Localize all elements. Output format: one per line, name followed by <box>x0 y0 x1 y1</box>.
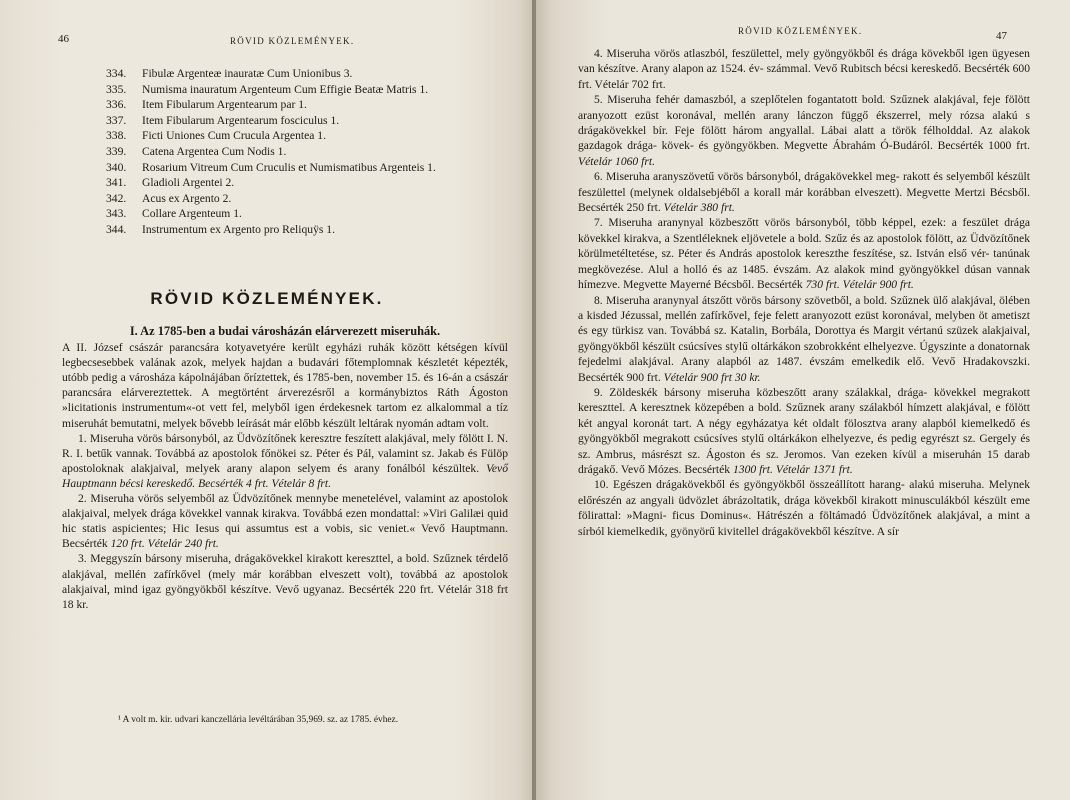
item-paragraph-5: 5. Miseruha fehér damaszból, a szeplőtelen fogantatott bold. Szűznek alakjával, feje fölött aranyozott ezüst koronával, mellén arany lánczon függő ékszerrel, mely rózsa alakú s drágakövekkel bír. Feje fölött három angyallal. Lábai alatt a török félholddal. Az alakok gazdagok drága- kövek- és gyöngyökben. Megvette Ábrahám Ó-Budáról. Becsérték 1000 frt. Vételár 1060 frt. <box>578 93 1031 168</box>
item-paragraph-1: 1. Miseruha vörös bársonyból, az Üdvözítőnek keresztre feszített alakjával, mely fölött I. N. R. I. betűk vannak. Továbbá az apostolok főnökei sz. Péter és Pál, valamint sz. Jakab és Fülöp apostoloknak alakjaival, melyek arany alapon selyem és arany fonálból készültek. Vevő Hauptmann bécsi kereskedő. Becsérték 4 frt. Vételár 8 frt. <box>62 431 509 490</box>
right-body <box>578 46 1030 539</box>
list-item: 342. Acus ex Argento 2. <box>106 191 232 205</box>
left-page <box>0 0 534 800</box>
list-item: 335. Numisma inauratum Argenteum Cum Effigie Beatæ Matris 1. <box>106 82 429 96</box>
left-body <box>62 324 508 612</box>
item-paragraph-8: 8. Miseruha aranynyal átszőtt vörös bársony szövetből, a bold. Szűznek ülő alakjával, ölében a kisded Jézussal, mellén zafírkővel, feje felett aranyozott ezüst koronával, melyben öt ametiszt és egy türkisz van. Továbbá sz. Katalin, Borbála, Dorottya és Margit vértanú szüzek alakjaival, gyöngyökből készült csúcsíves stylű oltárkákon szobrokként elhelyezve. Úgyszinte a donatornak fejedelmi alakjával. Arany alapból az 1487. évszám emelkedik elő. Vevő Hradakovszki. Becsérték 900 frt. Vételár 900 frt 30 kr. <box>578 293 1031 384</box>
footnote: ¹ A volt m. kir. udvari kanczellária levéltárában 35,969. sz. az 1785. évhez. <box>118 715 399 725</box>
list-item: 337. Item Fibularum Argentearum fosciculus 1. <box>106 113 340 127</box>
page-number: 46 <box>58 33 69 45</box>
right-page <box>536 0 1070 800</box>
list-item: 344. Instrumentum ex Argento pro Reliquÿs 1. <box>106 222 335 236</box>
section-title: RÖVID KÖZLEMÉNYEK. <box>150 289 384 308</box>
page-number: 47 <box>996 30 1007 42</box>
article-title: I. Az 1785-ben a budai városházán elárverezett miseruhák. <box>129 324 441 338</box>
running-header: RÖVID KÖZLEMÉNYEK. <box>738 26 863 36</box>
running-header: RÖVID KÖZLEMÉNYEK. <box>230 36 355 46</box>
list-item: 336. Item Fibularum Argentearum par 1. <box>106 98 307 112</box>
list-item: 343. Collare Argenteum 1. <box>106 207 242 221</box>
list-item: 339. Catena Argentea Cum Nodis 1. <box>106 144 287 158</box>
item-paragraph-7: 7. Miseruha aranynyal közbeszőtt vörös bársonyból, több képpel, ezek: a feszület drága kövekkel kirakva, a Szentléleknek eljövetele a bold. Szűz és az apostolok fölött, az Üdvözítőnek körülmetéltetése, sz. Péter és András apostolok kereszthe feszítése, sz. István első vér- tanúnak megkövezése. Alul a holló és az 1485. évszám. Az alakok mind gyöngyökkel dúsan vannak hímezve. Megvette Mayerné Bécsből. Becsérték 730 frt. Vételár 900 frt. <box>578 216 1031 292</box>
item-paragraph-10: 10. Egészen drágakövekből és gyöngyökből összeállított harang- alakú miseruha. Melynek előrészén az angyali üdvözlet ábrázoltatik, drága kövekből kirakott minusculákból készült eme fölirattal: »Magni- ficus Dominus«. Hátrészén a föltámadó Üdvözítőnek alakjával, a mint a sírból kiemelkedik, gyönyörű kivitellel drágakövekből készítve. A sír <box>578 478 1030 538</box>
intro-paragraph: A II. József császár parancsára kotyavetyére került egyházi ruhák között kétségen kívül legbecsesebbek valának azok, melyek hajdan a budavári főtemplomnak készletét képezték, utóbb pedig a városháza kápolnájában őríztettek, és 1785-ben, november 15. és 16-án a császár parancsára elárvereztettek. A megtörtént árverezésről a kormánybiztos Ráth Ágoston »licitationis instrumentum«-ot vett fel, melyből igen érdekesnek tartom ez alkalommal a tíz miseruhát bemutatni, melyek bővebb leírását már előbb készült leltárak nyomán adtam volt. <box>62 341 509 430</box>
item-paragraph-2: 2. Miseruha vörös selyemből az Üdvözítőnek mennybe menetelével, valamint az apostolok alakjaival, melyek drága kövekkel vannak kirakva. Továbbá ezen mondattal: »Viri Galilæi quid hic statis aspicientes; Hic Iesus qui assumtus est a vobis, sic veniet.« Vevő Hauptmann. Becsérték 120 frt. Vételár 240 frt. <box>62 492 508 551</box>
item-paragraph-3: 3. Meggyszín bársony miseruha, drágakövekkel kirakott kereszttel, a bold. Szűznek térdelő alakjával, mellén zafírkővel (mely már korábban elveszett volt), továbbá az apostolok alakjaival, mind igaz gyöngyökből készítve. Vevő ugyanaz. Becsérték 220 frt. Vételár 318 frt 18 kr. <box>62 552 508 611</box>
item-paragraph-6: 6. Miseruha aranyszövetű vörös bársonyból, drágakövekkel meg- rakott és selyemből készült feszülettel (melynek oldalsebjéből a korall már korábban elveszett). Megvette Mertzi Bécsből. Becsérték 250 frt. Vételár 380 frt. <box>578 170 1030 215</box>
item-paragraph-9: 9. Zöldeskék bársony miseruha közbeszőtt arany szálakkal, drága- kövekkel megrakott kereszttel. A keresztnek közepében a bold. Szűznek arany szálakból hímzett alakjával, e fölött két angyal koronát tart. A négy egyházatya két oldalt fölosztva arany alapból kiemelkedő és gyöngyökből megrakott csúcsíves stylű oltárkákon elhelyezve, és pedig egyrészt sz. Gergely és sz. Ambrus, másrészt sz. Ágoston és sz. Jeromos. Van ezeken kívül a miseruhán 15 darab drágakő. Vevő Mózes. Becsérték 1300 frt. Vételár 1371 frt. <box>578 385 1030 476</box>
list-item: 338. Ficti Uniones Cum Crucula Argentea 1. <box>106 129 326 143</box>
list-item: 341. Gladioli Argentei 2. <box>106 176 235 190</box>
list-item: 334. Fibulæ Argenteæ inauratæ Cum Unionibus 3. <box>106 67 353 80</box>
inventory-list <box>106 66 436 238</box>
list-item: 340. Rosarium Vitreum Cum Cruculis et Numismatibus Argenteis 1. <box>106 160 436 174</box>
item-paragraph-4: 4. Miseruha vörös atlaszból, feszülettel, mely gyöngyökből és drága kövekből igen ügyesen van készítve. Arany alapon az 1524. év- számmal. Vevő Rubitsch bécsi kereskedő. Becsérték 600 frt. Vételár 702 frt. <box>578 47 1030 91</box>
